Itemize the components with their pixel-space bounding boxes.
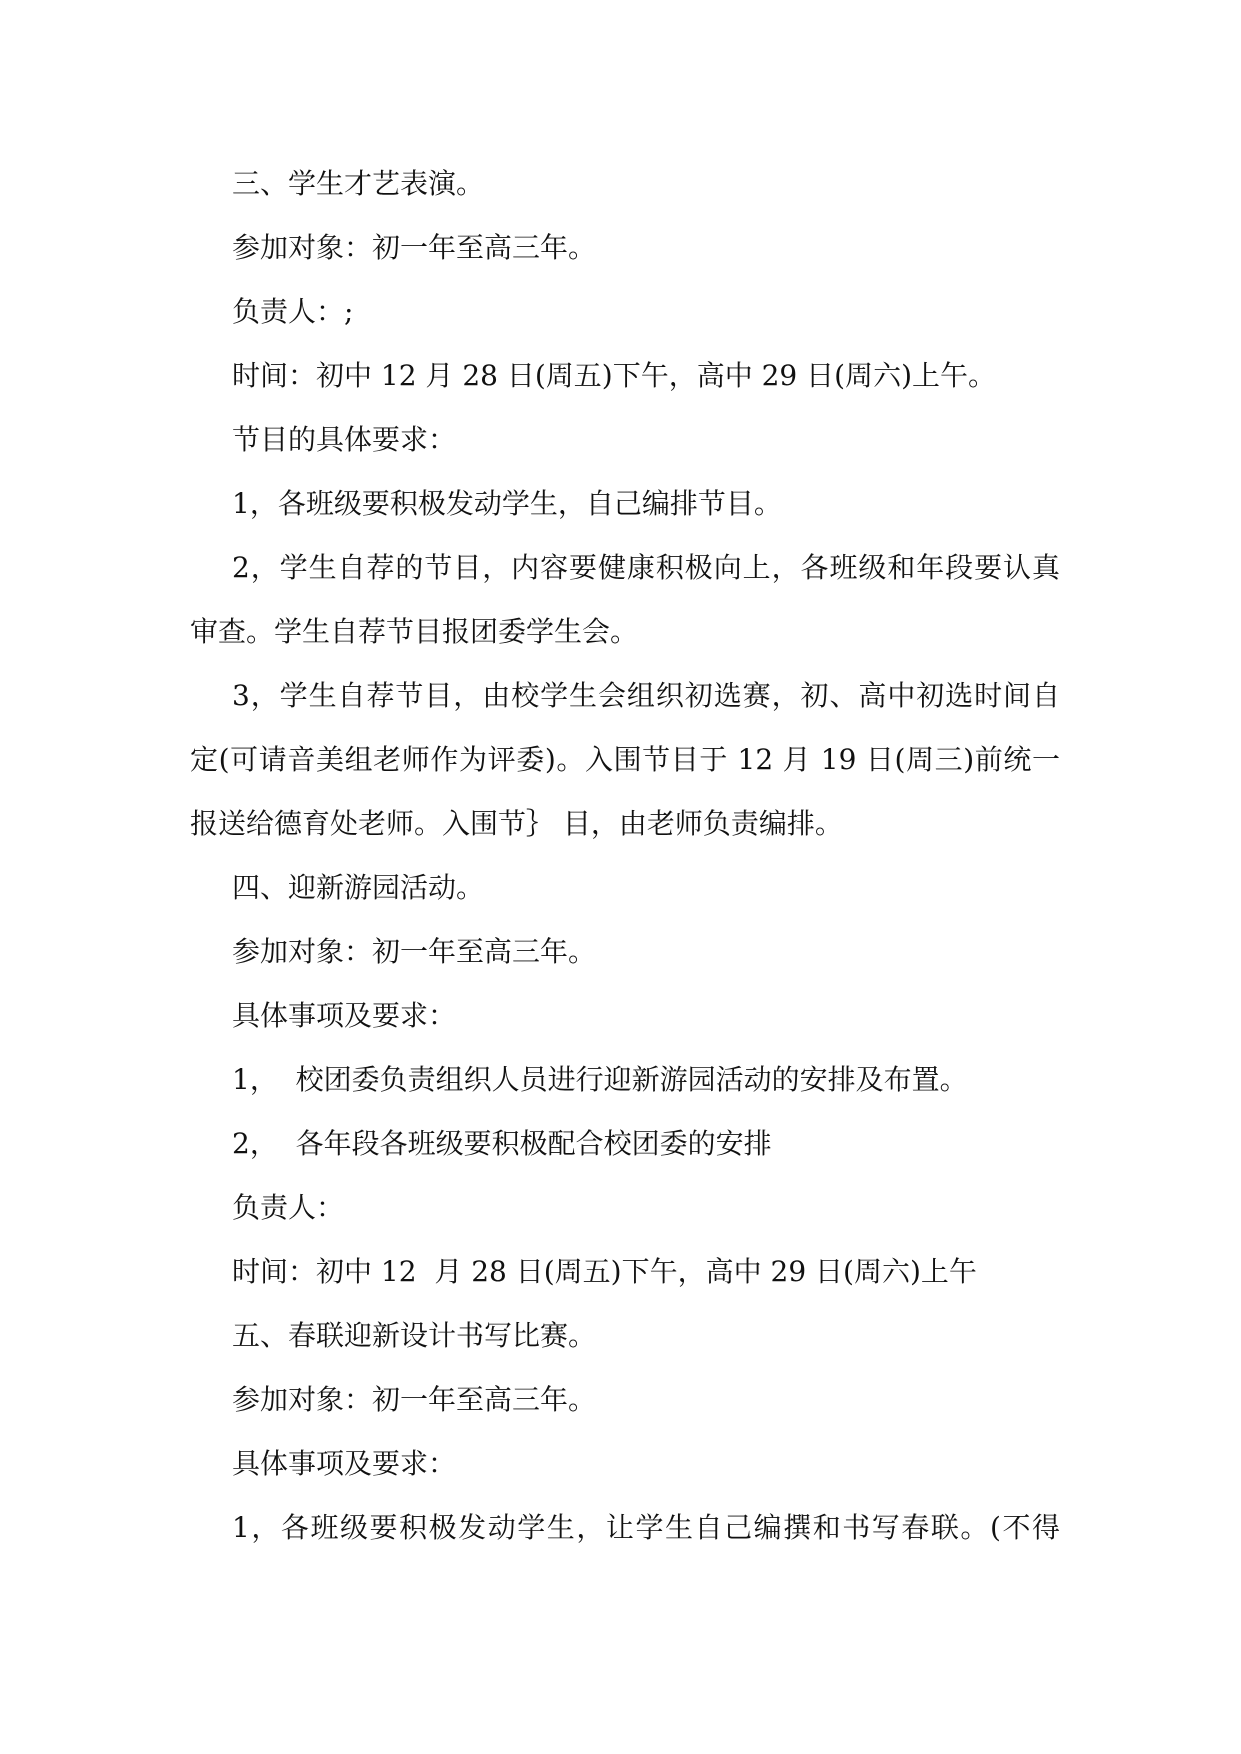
details-heading: 具体事项及要求： [232, 1447, 457, 1480]
time-line: 时间：初中 12 月 28 日(周五)下午，高中 29 日(周六)上午。 [232, 359, 996, 392]
requirement-item-2-continued: 审查。学生自荐节目报团委学生会。 [190, 615, 639, 648]
requirement-item-3-end: 报送给德育处老师。入围节｝ 目，由老师负责编排。 [190, 807, 843, 840]
requirement-item-1: 1，各班级要积极发动学生，自己编排节目。 [232, 487, 782, 520]
section-heading-garden-party: 四、迎新游园活动。 [232, 871, 485, 904]
person-in-charge-line: 负责人：; [232, 295, 354, 328]
requirements-heading: 节目的具体要求： [232, 423, 457, 456]
requirement-item-3-continued: 定(可请音美组老师作为评委)。入围节目于 12 月 19 日(周三)前统一 [190, 743, 1060, 776]
details-heading: 具体事项及要求： [232, 999, 457, 1032]
participants-line: 参加对象：初一年至高三年。 [232, 935, 597, 968]
participants-line: 参加对象：初一年至高三年。 [232, 231, 597, 264]
detail-item-1: 1，各班级要积极发动学生，让学生自己编撰和书写春联。(不得 [232, 1511, 1060, 1544]
time-line: 时间：初中 12 月 28 日(周五)下午，高中 29 日(周六)上午 [232, 1255, 977, 1288]
requirement-item-2: 2，学生自荐的节目，内容要健康积极向上，各班级和年段要认真 [232, 551, 1060, 584]
person-in-charge-line: 负责人： [232, 1191, 345, 1224]
section-heading-couplet-contest: 五、春联迎新设计书写比赛。 [232, 1319, 597, 1352]
section-heading-talent-show: 三、学生才艺表演。 [232, 167, 485, 200]
detail-item-1: 1， 校团委负责组织人员进行迎新游园活动的安排及布置。 [232, 1063, 968, 1096]
participants-line: 参加对象：初一年至高三年。 [232, 1383, 597, 1416]
detail-item-2: 2， 各年段各班级要积极配合校团委的安排 [232, 1127, 772, 1160]
requirement-item-3: 3，学生自荐节目，由校学生会组织初选赛，初、高中初选时间自 [232, 679, 1060, 712]
